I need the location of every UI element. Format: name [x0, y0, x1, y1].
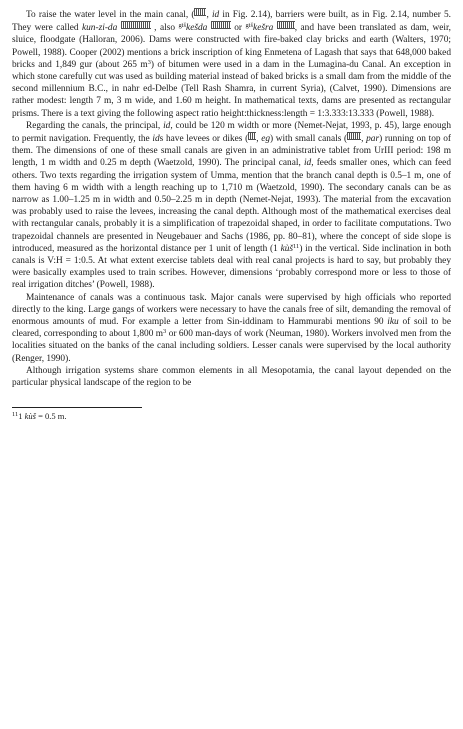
- term-kus: kùš: [24, 411, 36, 422]
- text-run: ,: [361, 134, 367, 145]
- text-run: = 0.5 m.: [35, 411, 67, 422]
- paragraph-dams: [12, 8, 451, 120]
- text-run: ) in the vertical. Side inclination in both canals is V:H = 1:0.5. At what extent exercise tablets deal with real canal projects is hard to say, but probably they were basically examples used to train scribes. However, dimensions ‘probably correspond more or less to those of real irrigation ditches’ (Powell, 1988).: [12, 243, 451, 291]
- cuneiform-kesda-icon: [211, 21, 231, 29]
- text-run: Although irrigation systems share common elements in all Mesopotamia, the canal layout depended on the particular physical landscape of the region to be: [12, 365, 451, 389]
- cuneiform-id-icon: [194, 8, 206, 16]
- cuneiform-par-icon: [347, 132, 361, 140]
- footnote-divider: [12, 407, 142, 408]
- cuneiform-kun-zi-da-icon: [121, 21, 151, 29]
- term-kesda: kešda: [186, 23, 208, 34]
- text-run: 1: [18, 411, 25, 422]
- term-id: id: [163, 120, 171, 131]
- text-run: , also: [150, 23, 179, 34]
- footnote: [12, 411, 451, 422]
- superscript-cubic: 3: [147, 58, 151, 66]
- term-kun-zi-da: kun-zi-da: [81, 23, 118, 34]
- text-run: Maintenance of canals was a continuous task. Major canals were supervised by high officials who reported directly to the king. Large gangs of workers were necessary to have the canals free of silt, demanding the removal of enormous amounts of mud. For example a letter from Sin-iddinam to Hammurabi mentions 90: [12, 292, 451, 328]
- paragraph-canals: [12, 120, 451, 292]
- text-run: , and have been translated as dam, weir, sluice, floodgate (Halloran, 2006). Dams were constructed with fire-baked clay bricks and earth (Walters, 1970; Powell, 1988). Cooper (2002) mentions a brick inscription of king Enmetena of Lagash that says that 648,000 baked bricks and 1,849 gur (about 265 m: [12, 23, 452, 70]
- text-run: , feeds smaller ones, which can feed others. Two texts regarding the irrigation system of Umma, mention that the branch canal depth is 0.5–1 m, one of them having 6 m width with a length reaching up to 1,710 m (Waetzold, 1990). The secondary canals can be as narrow as 1.00–1.25 m in width and 0.50–2.25 m in depth (Nemet-Nejat, 1993). The material from the excavation was probably used to raise the levees, increasing the canal depth. Although most of the mathematical exercises deal with rectangular canals, probably it is a simplification of trapezoidal shaped, in order to facilitate computations. Two trapezoidal channels are presented in Neugebauer and Sachs (1986, pp. 80–81), where the concept of side slope is introduced, measured as the horizontal distance per 1 unit of length (1: [12, 158, 451, 254]
- term-iku: iku: [387, 317, 399, 328]
- text-run: ) running on top of them. The dimensions of one of these small canals are given in an administrative tablet from UrIII period: 198 m length, 1 m width and 0.25 m depth (Waetzold, 1990). The principal canal,: [12, 134, 451, 169]
- footnote-number: 11: [12, 411, 19, 419]
- superscript-gis: giš: [245, 22, 254, 30]
- footnote-ref: 11: [293, 242, 300, 250]
- cuneiform-eg-icon: [248, 132, 256, 140]
- text-run: of soil to be cleared, corresponding to about 1,800 m: [12, 317, 452, 340]
- text-run: in Fig. 2.14), barriers were built, as in Fig. 2.14, number 5. They were called: [12, 10, 452, 34]
- term-kus: kùš: [280, 243, 294, 254]
- text-run: s have levees or dikes (: [159, 134, 249, 145]
- term-id: id: [211, 10, 220, 20]
- text-run: ) of bitumen were used in a dam in the Lumagina-du Canal. An exception in which stone carefully cut was used as building material instead of baked bricks is a small dam from the middle of the second millennium B.C., in nahr ed-Delbe (Tell Rash Shamra, in current Syria), (Calvet, 1990). Dimensions are rather modest: length 7 m, 3 m wide, and 1.60 m height. In mathematical texts, dams are presented as rectangular prisms. There is a text giving the following aspect ratio height:thickness:length = 1:3.333:13.333 (Powell, 1988).: [12, 59, 451, 119]
- text-run: , could be 120 m width or more (Nemet-Nejat, 1993, p. 45), large enough to permit navigation. Frequently, the: [12, 120, 451, 145]
- superscript-gis: giš: [178, 22, 187, 30]
- text-run: ,: [256, 134, 262, 145]
- term-kesra: kešra: [253, 23, 274, 34]
- text-run: or 600 man-days of work (Neuman, 1980). Workers involved men from the localities situated on the banks of the canal including soldiers. Lesser canals were supervised by the local authority (Renger, 1990).: [12, 329, 451, 364]
- term-eg: eg: [261, 134, 271, 145]
- paragraph-maintenance: [12, 292, 451, 365]
- term-id: id: [303, 158, 312, 169]
- term-par: par: [366, 134, 380, 145]
- text-run: ) with small canals (: [270, 134, 348, 145]
- text-run: To raise the water level in the main canal, (: [26, 10, 195, 20]
- cuneiform-kesra-icon: [277, 21, 295, 29]
- text-run: Regarding the canals, the principal,: [26, 120, 164, 131]
- term-id: id: [152, 134, 160, 145]
- superscript-cubic: 3: [163, 328, 167, 336]
- paragraph-layout: [12, 365, 451, 389]
- text-run: ,: [206, 10, 212, 20]
- text-run: or: [230, 23, 246, 34]
